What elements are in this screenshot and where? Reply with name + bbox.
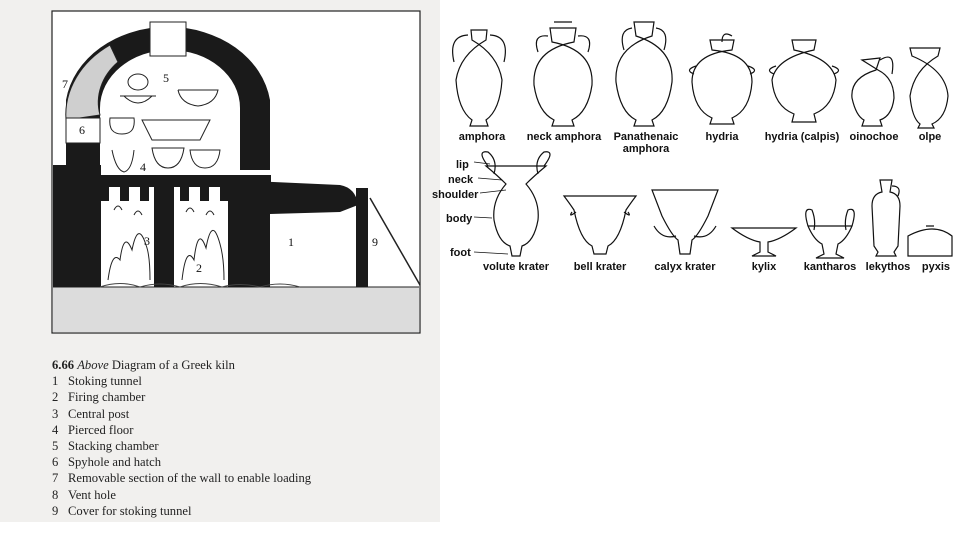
legend-item: 1 Stoking tunnel bbox=[52, 374, 142, 389]
label-bell-krater: bell krater bbox=[573, 261, 627, 273]
pyxis-shape bbox=[908, 226, 952, 256]
figure-heading: Diagram of a Greek kiln bbox=[111, 358, 235, 372]
calpis-shape bbox=[769, 40, 838, 122]
legend-item: 5 Stacking chamber bbox=[52, 439, 159, 454]
lekythos-shape bbox=[872, 180, 900, 256]
vent-hole bbox=[150, 22, 186, 56]
bell-krater-shape bbox=[564, 196, 636, 254]
figure-title bbox=[52, 357, 432, 373]
label-kantharos: kantharos bbox=[803, 261, 857, 273]
figure-number: 6.66 bbox=[52, 358, 75, 372]
kiln-number-3: 3 bbox=[144, 234, 150, 248]
legend-item: 3 Central post bbox=[52, 406, 130, 421]
legend-item: 4 Pierced floor bbox=[52, 422, 134, 437]
kiln-lower-wall bbox=[53, 165, 101, 287]
legend-item: 2 Firing chamber bbox=[52, 390, 146, 405]
central-post bbox=[154, 187, 174, 287]
kiln-number-4: 4 bbox=[140, 160, 146, 174]
label-pyxis: pyxis bbox=[921, 261, 951, 273]
olpe-shape bbox=[910, 48, 948, 128]
label-lekythos: lekythos bbox=[865, 261, 911, 273]
kiln-diagram bbox=[0, 0, 440, 356]
kantharos-shape bbox=[806, 209, 855, 258]
ground bbox=[53, 287, 419, 332]
amphora-shape bbox=[453, 30, 506, 126]
kiln-number-9: 9 bbox=[372, 235, 378, 249]
kiln-panel bbox=[0, 0, 440, 522]
kylix-shape bbox=[732, 228, 796, 256]
label-panathenaic: Panathenaic bbox=[613, 131, 679, 143]
legend-item: 6 Spyhole and hatch bbox=[52, 455, 162, 470]
kiln-number-2: 2 bbox=[196, 261, 202, 275]
label-oinochoe: oinochoe bbox=[849, 131, 899, 143]
part-pointers bbox=[474, 162, 508, 254]
label-panathenaic-amphora: amphora bbox=[622, 143, 670, 155]
label-kylix: kylix bbox=[751, 261, 777, 273]
label-lip: lip bbox=[456, 159, 469, 171]
neck-amphora-shape bbox=[534, 22, 592, 126]
label-amphora: amphora bbox=[458, 131, 506, 143]
kiln-number-8: 8 bbox=[162, 29, 168, 43]
label-hydria: hydria bbox=[705, 131, 739, 143]
kiln-number-6: 6 bbox=[79, 123, 85, 137]
hydria-shape bbox=[689, 34, 754, 124]
label-shoulder: shoulder bbox=[432, 189, 479, 201]
kiln-legend-list bbox=[52, 373, 432, 519]
figure-prefix: Above bbox=[77, 358, 109, 372]
label-volute-krater: volute krater bbox=[482, 261, 550, 273]
kiln-caption bbox=[52, 357, 432, 519]
kiln-number-1: 1 bbox=[288, 235, 294, 249]
label-neck: neck bbox=[448, 174, 474, 186]
stoking-tunnel-roof bbox=[228, 180, 358, 214]
legend-item: 9 Cover for stoking tunnel bbox=[52, 503, 192, 518]
label-body: body bbox=[446, 213, 473, 225]
panathenaic-amphora-shape bbox=[616, 22, 672, 126]
label-olpe: olpe bbox=[918, 131, 942, 143]
tunnel-cover bbox=[356, 188, 368, 287]
volute-krater-shape bbox=[482, 152, 550, 256]
calyx-krater-shape bbox=[652, 190, 718, 254]
kiln-number-7: 7 bbox=[62, 77, 68, 91]
label-foot: foot bbox=[450, 247, 471, 259]
oinochoe-shape bbox=[852, 57, 894, 126]
kiln-number-5: 5 bbox=[163, 71, 169, 85]
legend-item: 7 Removable section of the wall to enable loading bbox=[52, 471, 312, 486]
label-calyx-krater: calyx krater bbox=[654, 261, 716, 273]
legend-item: 8 Vent hole bbox=[52, 487, 116, 502]
label-hydria-calpis: hydria (calpis) bbox=[764, 131, 840, 143]
vessel-shapes-diagram bbox=[432, 0, 960, 290]
label-neck-amphora: neck amphora bbox=[526, 131, 602, 143]
